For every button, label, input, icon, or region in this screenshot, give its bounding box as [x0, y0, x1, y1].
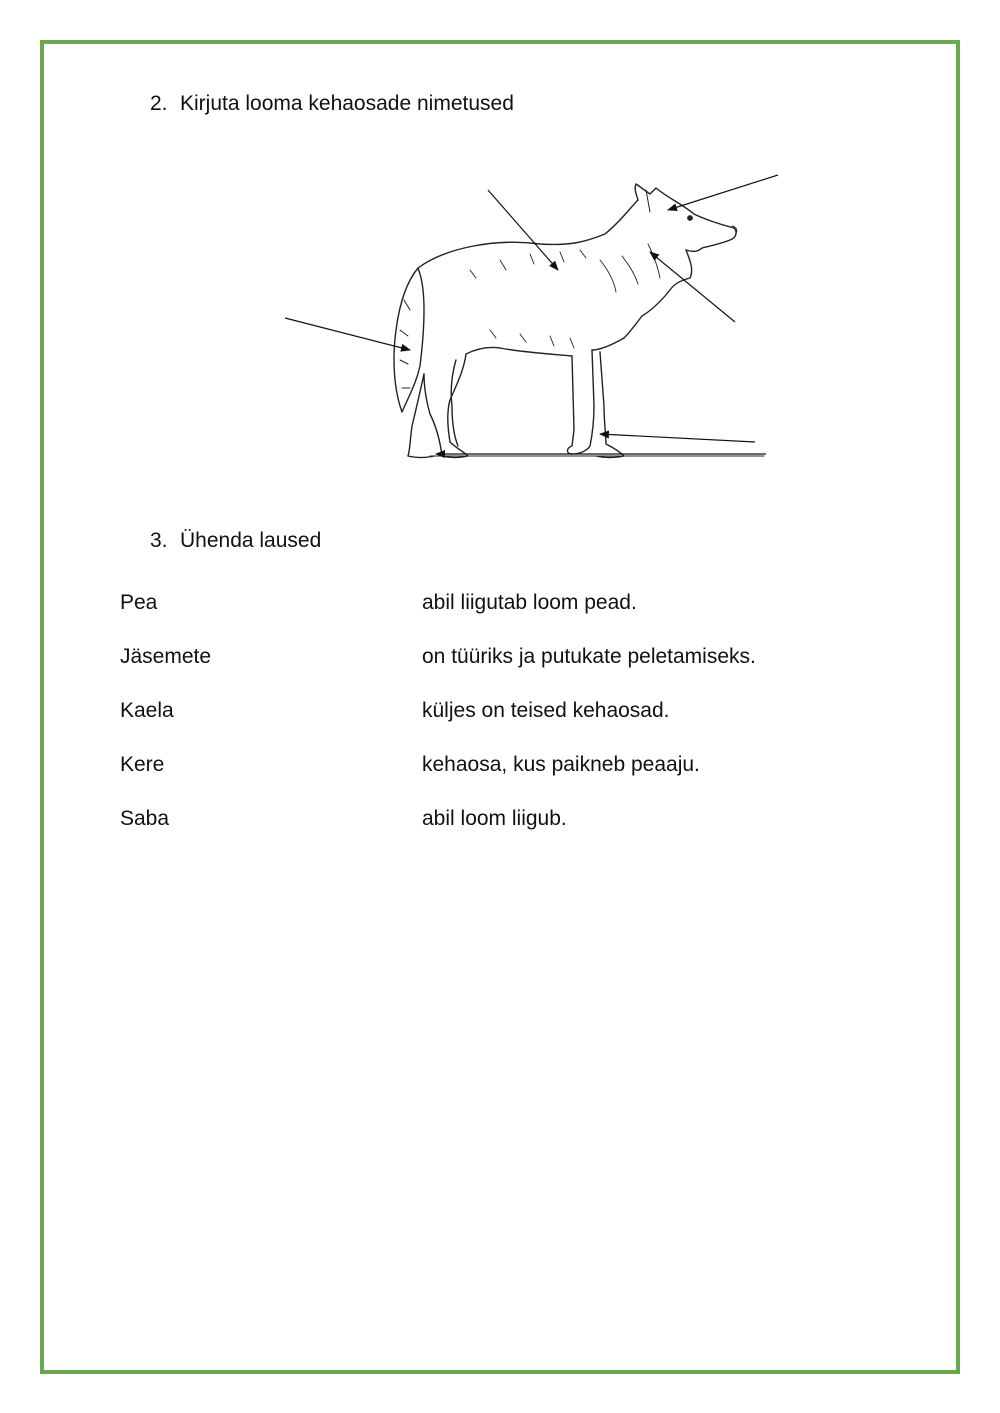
pair-right-phrase[interactable]: abil loom liigub.: [422, 807, 567, 830]
pair-row: [120, 698, 880, 752]
matching-pairs: [120, 590, 880, 860]
pair-left-term[interactable]: Pea: [120, 591, 158, 614]
pair-row: [120, 752, 880, 806]
arrow-tail: [285, 318, 410, 350]
arrow-head: [668, 175, 778, 210]
arrow-neck: [650, 252, 735, 322]
pair-left-term[interactable]: Kaela: [120, 699, 174, 722]
pair-right-phrase[interactable]: küljes on teised kehaosad.: [422, 699, 670, 722]
task-3-text: Ühenda laused: [180, 529, 322, 552]
pair-row: [120, 590, 880, 644]
pair-right-phrase[interactable]: kehaosa, kus paikneb peaaju.: [422, 753, 700, 776]
task-2-heading: [150, 92, 514, 116]
pair-row: [120, 806, 880, 860]
task-2-text: Kirjuta looma kehaosade nimetused: [180, 92, 514, 115]
task-3-number: 3.: [150, 529, 168, 552]
pair-left-term[interactable]: Kere: [120, 753, 165, 776]
pair-right-phrase[interactable]: on tüüriks ja putukate peletamiseks.: [422, 645, 756, 668]
pair-right-phrase[interactable]: abil liigutab loom pead.: [422, 591, 637, 614]
pair-left-term[interactable]: Saba: [120, 807, 170, 830]
wolf-diagram: [270, 160, 800, 480]
arrow-back: [488, 190, 558, 270]
task-3-heading: [150, 529, 321, 553]
wolf-illustration: [394, 184, 764, 458]
pair-row: [120, 644, 880, 698]
pair-left-term[interactable]: Jäsemete: [120, 645, 212, 668]
label-arrows: [285, 175, 778, 454]
task-2-number: 2.: [150, 92, 168, 115]
arrow-front-leg: [600, 434, 755, 442]
